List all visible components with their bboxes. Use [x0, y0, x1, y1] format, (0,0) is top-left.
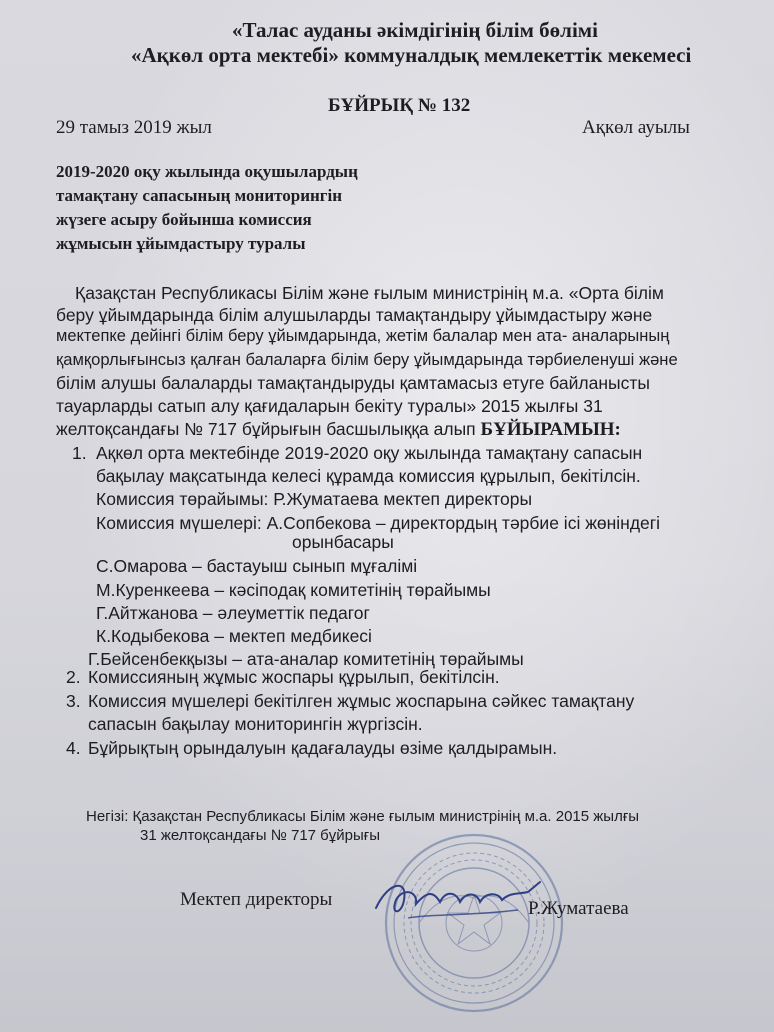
handwritten-signature	[368, 870, 548, 930]
order-place: Ақкөл ауылы	[582, 117, 690, 138]
item-number: 4.	[66, 738, 81, 758]
body-line: мектепке дейінгі білім беру ұйымдарында, жетім балалар мен ата- аналарының	[56, 327, 670, 345]
command-word: БҰЙЫРАМЫН:	[480, 419, 621, 440]
member-line: С.Омарова – бастауыш сынып мұғалімі	[96, 556, 418, 576]
signatory-role: Мектеп директоры	[180, 889, 333, 910]
basis-line-2: 31 желтоқсандағы № 717 бұйрығы	[140, 827, 381, 844]
body-line: білім алушы балаларды тамақтандыруды қамтамасыз етуге байланысты	[56, 373, 650, 393]
member-continuation: орынбасары	[292, 532, 394, 552]
member-line: Г.Бейсенбекқызы – ата-аналар комитетінің төрайымы	[88, 649, 524, 669]
signatory-name: Р.Жуматаева	[528, 898, 629, 919]
item-3-line-1: Комиссия мүшелері бекітілген жұмыс жоспарына сәйкес тамақтану	[88, 691, 635, 711]
member-line: М.Куренкеева – кәсіподақ комитетінің төрайымы	[96, 580, 491, 600]
order-title: БҰЙРЫҚ № 132	[328, 95, 471, 116]
commission-chair: Комиссия төрайымы: Р.Жуматаева мектеп директоры	[96, 489, 533, 509]
item-number: 3.	[66, 691, 81, 711]
body-line: қамқорлығынсыз қалған балаларға білім беру ұйымдарында тәрбиеленуші және	[56, 350, 678, 369]
body-line: желтоқсандағы № 717 бұйрығын басшылыққа алып	[56, 419, 476, 439]
header-line-1: «Талас ауданы әкімдігінің білім бөлімі	[232, 18, 598, 42]
item-number: 2.	[66, 667, 81, 687]
body-line: беру ұйымдарында білім алушыларды тамақтандыру ұйымдастыру және	[56, 305, 653, 325]
item-3-line-2: сапасын бақылау мониторингін жүргізсін.	[88, 714, 423, 734]
item-2: Комиссияның жұмыс жоспары құрылып, бекітілсін.	[88, 667, 500, 687]
subject-line: тамақтану сапасының мониторингін	[56, 186, 343, 205]
member-line: Г.Айтжанова – әлеуметтік педагог	[96, 603, 370, 623]
item-4: Бұйрықтың орындалуын қадағалауды өзіме қалдырамын.	[88, 738, 558, 758]
body-line-with-command	[56, 419, 621, 441]
body-line: тауарларды сатып алу қағидаларын бекіту туралы» 2015 жылғы 31	[56, 396, 603, 416]
body-line: Қазақстан Республикасы Білім және ғылым министрінің м.а. «Орта білім	[75, 283, 664, 303]
item-1-line-1: Ақкөл орта мектебінде 2019-2020 оқу жылында тамақтану сапасын	[96, 443, 643, 463]
commission-members: Комиссия мүшелері: А.Сопбекова – директордың тәрбие ісі жөніндегі	[96, 513, 661, 533]
basis-line-1: Негізі: Қазақстан Республикасы Білім және ғылым министрінің м.а. 2015 жылғы	[86, 808, 640, 825]
subject-line: жүзеге асыру бойынша комиссия	[56, 210, 312, 229]
subject-line: 2019-2020 оқу жылында оқушылардың	[56, 162, 358, 181]
item-1-line-2: бақылау мақсатында келесі құрамда комиссия құрылып, бекітілсін.	[96, 466, 641, 486]
order-date: 29 тамыз 2019 жыл	[56, 117, 212, 138]
item-number: 1.	[72, 443, 87, 463]
subject-line: жұмысын ұйымдастыру туралы	[56, 234, 306, 253]
member-line: К.Кодыбекова – мектеп медбикесі	[96, 626, 372, 646]
header-line-2: «Ақкөл орта мектебі» коммуналдық мемлекеттік мекемесі	[131, 43, 692, 67]
